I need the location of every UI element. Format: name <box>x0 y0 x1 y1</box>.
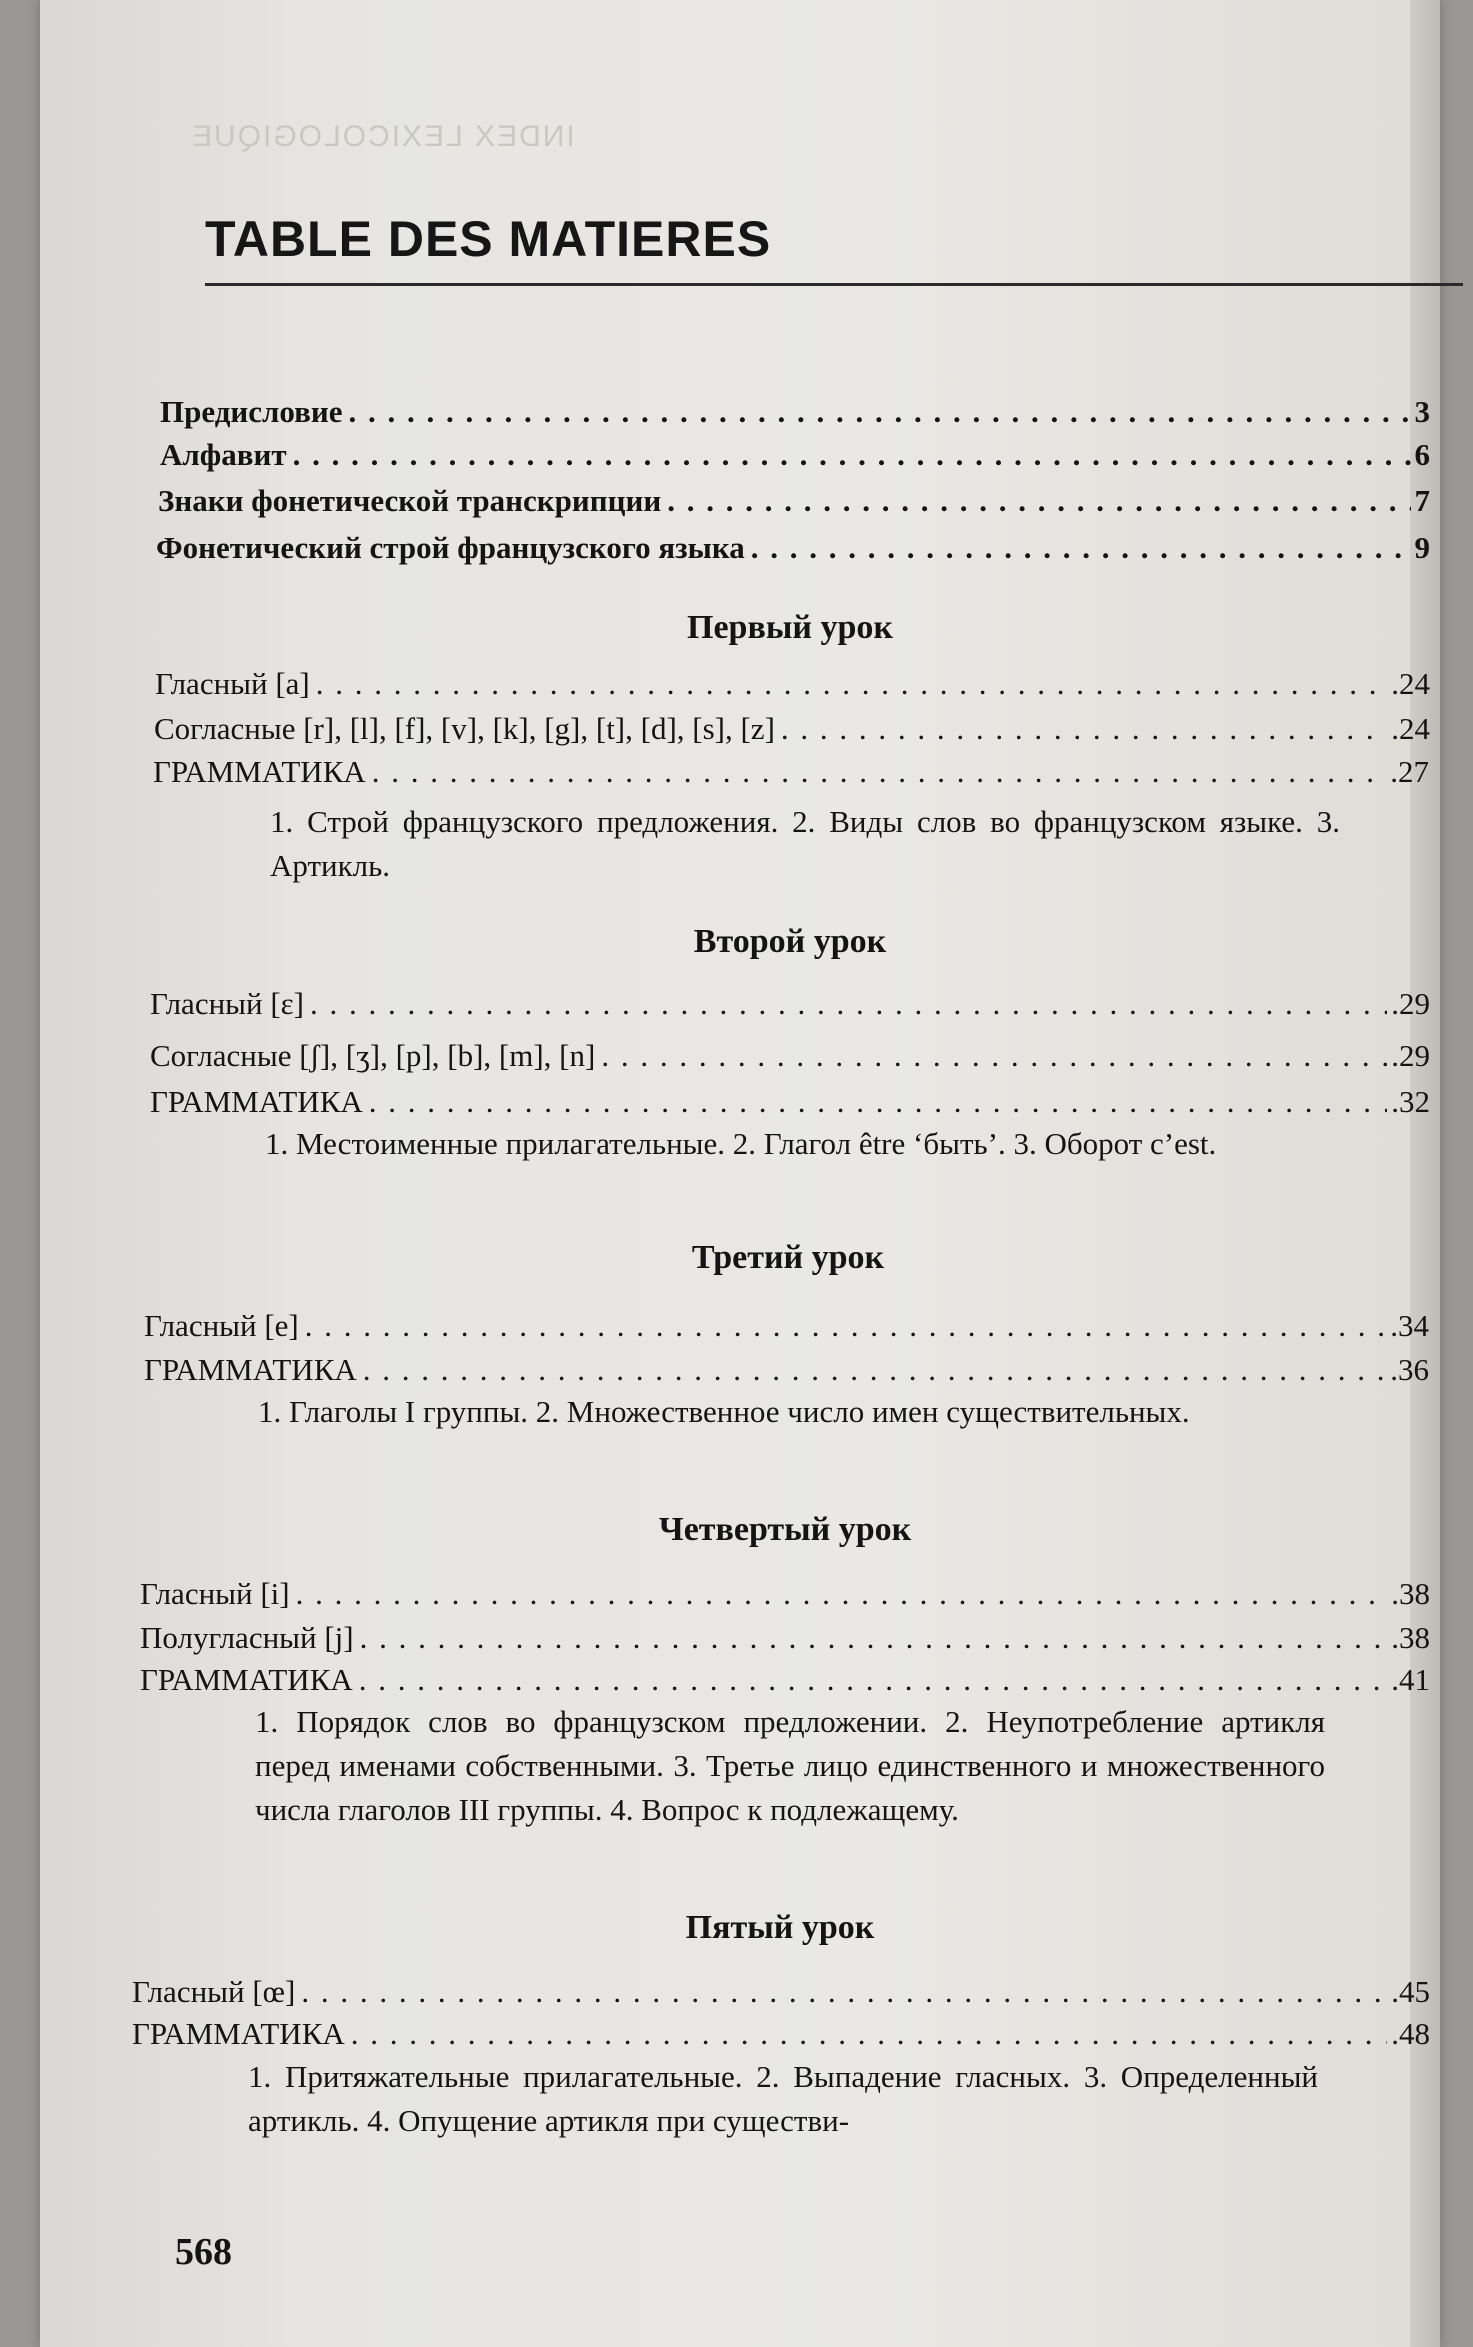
toc-entry: Гласный [a] . . . .24 <box>155 664 1430 704</box>
toc-entry: Гласный [œ] . . . .45 <box>132 1972 1430 2012</box>
running-header-bleedthrough: INDEX LEXICOLOGIQUE <box>190 120 575 153</box>
lesson-topics: 1. Глаголы I группы. 2. Множественное число имен существительных. <box>258 1394 1190 1429</box>
lesson-topics: 1. Строй французского предложения. 2. Виды слов во французском языке. 3. Артикль. <box>270 804 1340 883</box>
lesson-heading: Пятый урок <box>685 1909 875 1946</box>
lesson-heading: Третий урок <box>691 1239 885 1276</box>
lesson-topics: 1. Местоименные прилагательные. 2. Глагол être ‘быть’. 3. Оборот c’est. <box>265 1126 1217 1161</box>
lesson-heading: Четвертый урок <box>658 1511 912 1548</box>
lesson-topics: 1. Порядок слов во французском предложении. 2. Неупотребление артикля перед именами собственными. 3. Третье лицо единственного и множественного числа глаголов III группы. 4. Вопрос к подлежащему. <box>255 1704 1325 1827</box>
toc-entry: ГРАММАТИКА . . . .27 <box>153 752 1429 792</box>
toc-entry: ГРАММАТИКА . . . .36 <box>144 1350 1429 1390</box>
lesson-heading: Первый урок <box>687 609 893 646</box>
toc-entry: Гласный [ɛ] . . . .29 <box>150 984 1430 1024</box>
toc-entry: Полугласный [j] . . . .38 <box>140 1618 1430 1658</box>
toc-entry: ГРАММАТИКА . . . .32 <box>150 1082 1430 1122</box>
page-title: TABLE DES MATIERES <box>205 211 772 267</box>
page-number: 568 <box>175 2231 232 2273</box>
toc-entry: Алфавит . . . 6 <box>160 435 1430 475</box>
toc-entry: Гласный [e] . . . .34 <box>144 1306 1429 1346</box>
title-rule <box>205 283 1463 286</box>
lesson-heading: Второй урок <box>693 923 887 960</box>
toc-entry: Согласные [ʃ], [ʒ], [p], [b], [m], [n] . . . .29 <box>150 1036 1430 1076</box>
toc-entry: Согласные [r], [l], [f], [v], [k], [g], [t], [d], [s], [z] . . . .24 <box>154 709 1430 749</box>
toc-entry: Знаки фонетической транскрипции . . . 7 <box>158 481 1430 521</box>
toc-entry: Предисловие . . . 3 <box>160 392 1430 432</box>
toc-entry: ГРАММАТИКА . . . .41 <box>140 1660 1430 1700</box>
toc-entry: ГРАММАТИКА . . . .48 <box>132 2014 1430 2054</box>
toc-entry: Гласный [i] . . . .38 <box>140 1574 1430 1614</box>
lesson-topics: 1. Притяжательные прилагательные. 2. Выпадение гласных. 3. Определенный артикль. 4. Опущение артикля при существи- <box>248 2059 1318 2138</box>
toc-entry: Фонетический строй французского языка . . . 9 <box>156 528 1430 568</box>
book-page <box>40 0 1440 2347</box>
